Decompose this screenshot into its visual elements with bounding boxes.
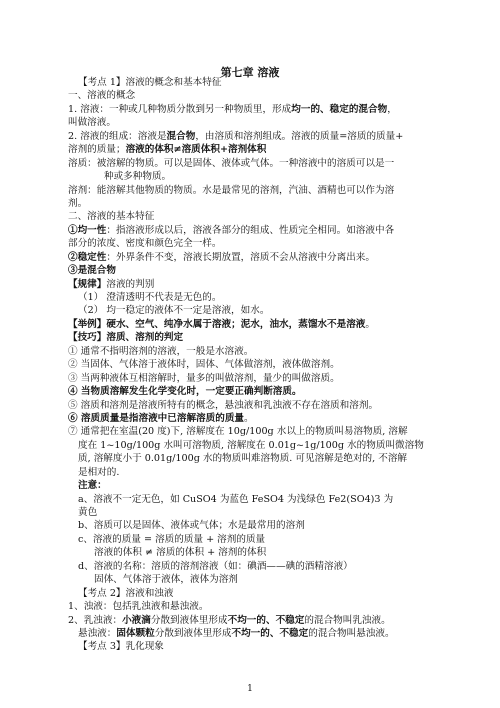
text-segment: 2、乳浊液：: [68, 614, 123, 626]
text-segment: 分散到液体里形成: [150, 614, 228, 626]
text-line: [68, 546, 444, 559]
text-segment: 分散到液体里形成: [154, 627, 232, 639]
text-segment: 溶剂的质量；: [68, 144, 126, 156]
text-line: [68, 439, 444, 452]
text-segment: 【考点 1】: [78, 77, 126, 88]
text-line: [68, 103, 444, 116]
text-segment: a、溶液不一定无色，如 CuSO4 为蓝色 FeSO4 为浅绿色 Fe2(SO4)3 为: [78, 493, 394, 505]
text-line: [68, 237, 444, 250]
text-segment: 一、溶液的概念: [68, 90, 136, 102]
text-line: [68, 372, 444, 385]
text-line: [68, 573, 444, 586]
text-line: [68, 425, 444, 438]
text-line: [68, 560, 444, 573]
text-segment: 。: [244, 412, 254, 424]
text-segment: （1） 澄清透明不代表是无色的。: [78, 292, 222, 303]
text-segment: d、溶液的名称：溶质的溶剂溶液（如：碘酒——碘的酒精溶液）: [78, 560, 353, 572]
text-line: [68, 210, 444, 223]
text-line: [68, 331, 444, 344]
text-segment: 1. 溶液：一种或几种物质分散到另一种物质里，形成: [68, 103, 292, 115]
text-line: [68, 157, 444, 170]
bold-text-segment: ①均一性: [68, 224, 107, 236]
bold-text-segment: ②稳定性: [68, 251, 107, 263]
text-segment: 黄色: [78, 507, 98, 518]
text-segment: 度在 1~10g/100g 水叫可溶物质, 溶解度在 0.01g~1g/100g 水的物质叫微溶物: [78, 439, 424, 451]
text-segment: c、溶液的质量 = 溶质的质量 + 溶剂的质量: [78, 533, 266, 545]
text-line: [68, 479, 444, 492]
text-line: [68, 184, 444, 197]
bold-text-segment: 小液滴: [122, 614, 151, 626]
text-segment: 固体、气体溶于液体，液体为溶剂: [94, 574, 238, 586]
text-segment: 悬浊液：: [78, 627, 117, 639]
bold-text-segment: 混合物: [166, 130, 196, 142]
text-line: [68, 197, 444, 210]
text-line: [68, 600, 444, 613]
text-line: [68, 143, 444, 156]
text-line: [68, 412, 444, 425]
text-segment: ③ 当两种液体互相溶解时，量多的叫做溶剂，量少的叫做溶质。: [68, 372, 340, 384]
text-segment: ：指溶液形成以后，溶液各部分的组成、性质完全相同。如溶液中各: [106, 224, 395, 236]
text-line: [68, 76, 444, 89]
text-segment: ⑤ 溶质和溶剂是溶液所特有的概念，悬浊液和乳浊液不存在溶质和溶剂。: [68, 399, 379, 411]
bold-text-segment: ⑥ 溶质质量是指溶液中已溶解溶质的质量: [68, 412, 245, 424]
bold-text-segment: 溶液的体积≠溶质体积+溶剂体积: [125, 144, 267, 156]
document-body: [68, 76, 444, 654]
text-line: [68, 452, 444, 465]
text-segment: 溶质：被溶解的物质。可以是固体、液体或气体。一种溶液中的溶质可以是一: [68, 157, 395, 169]
text-segment: 部分的浓度、密度和颜色完全一样。: [68, 238, 222, 250]
text-line: [68, 627, 444, 640]
text-line: [68, 318, 444, 331]
text-segment: b、溶质可以是固体、液体或气体；水是最常用的溶剂: [78, 520, 305, 532]
text-segment: 。: [365, 318, 375, 330]
text-segment: 的混合物叫悬浊液。: [308, 627, 395, 639]
text-segment: 二、溶液的基本特征: [68, 211, 155, 223]
text-line: [68, 89, 444, 102]
text-segment: 是相对的.: [78, 466, 120, 478]
bold-text-segment: ④ 当物质溶解发生化学变化时，一定要正确判断溶质。: [68, 386, 302, 398]
text-segment: 【考点 2】溶液和浊液: [78, 587, 174, 599]
text-segment: ，由溶质和溶剂组成。溶液的质量=溶质的质量+: [195, 130, 404, 142]
text-segment: （2） 均一稳定的液体不一定是溶液，如水。: [78, 305, 270, 317]
text-segment: 1、浊液：包括乳浊液和悬浊液。: [68, 601, 209, 613]
text-segment: 溶液的概念和基本特征: [125, 77, 222, 88]
text-segment: 溶液的判别: [106, 278, 155, 290]
text-line: [68, 640, 444, 653]
text-line: [68, 291, 444, 304]
text-segment: ① 通常不指明溶剂的溶液，一般是水溶液。: [68, 345, 254, 357]
text-line: [68, 170, 444, 183]
text-segment: ：外界条件不变，溶液长期放置，溶质不会从溶液中分离出来。: [106, 251, 375, 263]
bold-text-segment: 固体颗粒: [116, 627, 155, 639]
text-segment: ，: [387, 103, 397, 115]
bold-text-segment: 不均一的、不稳定: [227, 614, 305, 626]
text-segment: 溶剂：能溶解其他物质的物质。水是最常见的溶剂，汽油、酒精也可以作为溶: [68, 184, 395, 196]
text-line: [68, 493, 444, 506]
text-segment: ② 当固体、气体溶于液体时，固体、气体做溶剂，液体做溶剂。: [68, 359, 340, 371]
bold-text-segment: 注意：: [78, 480, 107, 492]
text-line: [68, 533, 444, 546]
text-line: [68, 614, 444, 627]
text-line: [68, 251, 444, 264]
text-segment: 剂。: [68, 197, 88, 209]
text-line: [68, 399, 444, 412]
text-line: [68, 224, 444, 237]
bold-text-segment: 【技巧】溶质、溶剂的判定: [68, 332, 184, 344]
text-segment: 【考点 3】乳化现象: [78, 641, 164, 653]
page-number: 1: [247, 684, 253, 694]
bold-text-segment: 【举例】硬水、空气、纯净水属于溶液；泥水，油水，蒸馏水不是溶液: [68, 318, 366, 330]
text-line: [68, 385, 444, 398]
text-segment: 质, 溶解度小于 0.01g/100g 水的物质叫难溶物质. 可见溶解是绝对的, 不溶解: [78, 453, 408, 465]
text-line: [68, 264, 444, 277]
text-line: [68, 130, 444, 143]
text-line: [68, 358, 444, 371]
text-segment: 溶液的体积 ≠ 溶质的体积 + 溶剂的体积: [94, 547, 267, 559]
bold-text-segment: 不均一的、不稳定: [231, 627, 309, 639]
text-segment: 的混合物叫乳浊液。: [304, 614, 391, 626]
text-segment: 种或多种物质。: [104, 171, 172, 183]
bold-text-segment: ③是混合物: [68, 265, 116, 277]
text-line: [68, 116, 444, 129]
chapter-title: 第七章 溶液: [220, 66, 280, 79]
text-line: [68, 304, 444, 317]
bold-text-segment: 均一的、稳定的混合物: [291, 103, 388, 115]
text-line: [68, 345, 444, 358]
text-segment: 2. 溶液的组成：溶液是: [68, 130, 167, 142]
text-segment: ⑦ 通常把在室温(20 度)下, 溶解度在 10g/100g 水以上的物质叫易溶物质, 溶解: [68, 426, 408, 438]
text-line: [68, 519, 444, 532]
text-line: [68, 506, 444, 519]
text-line: [68, 466, 444, 479]
bold-text-segment: 【规律】: [68, 278, 107, 290]
text-line: [68, 587, 444, 600]
text-line: [68, 278, 444, 291]
text-segment: 叫做溶液。: [68, 117, 116, 129]
